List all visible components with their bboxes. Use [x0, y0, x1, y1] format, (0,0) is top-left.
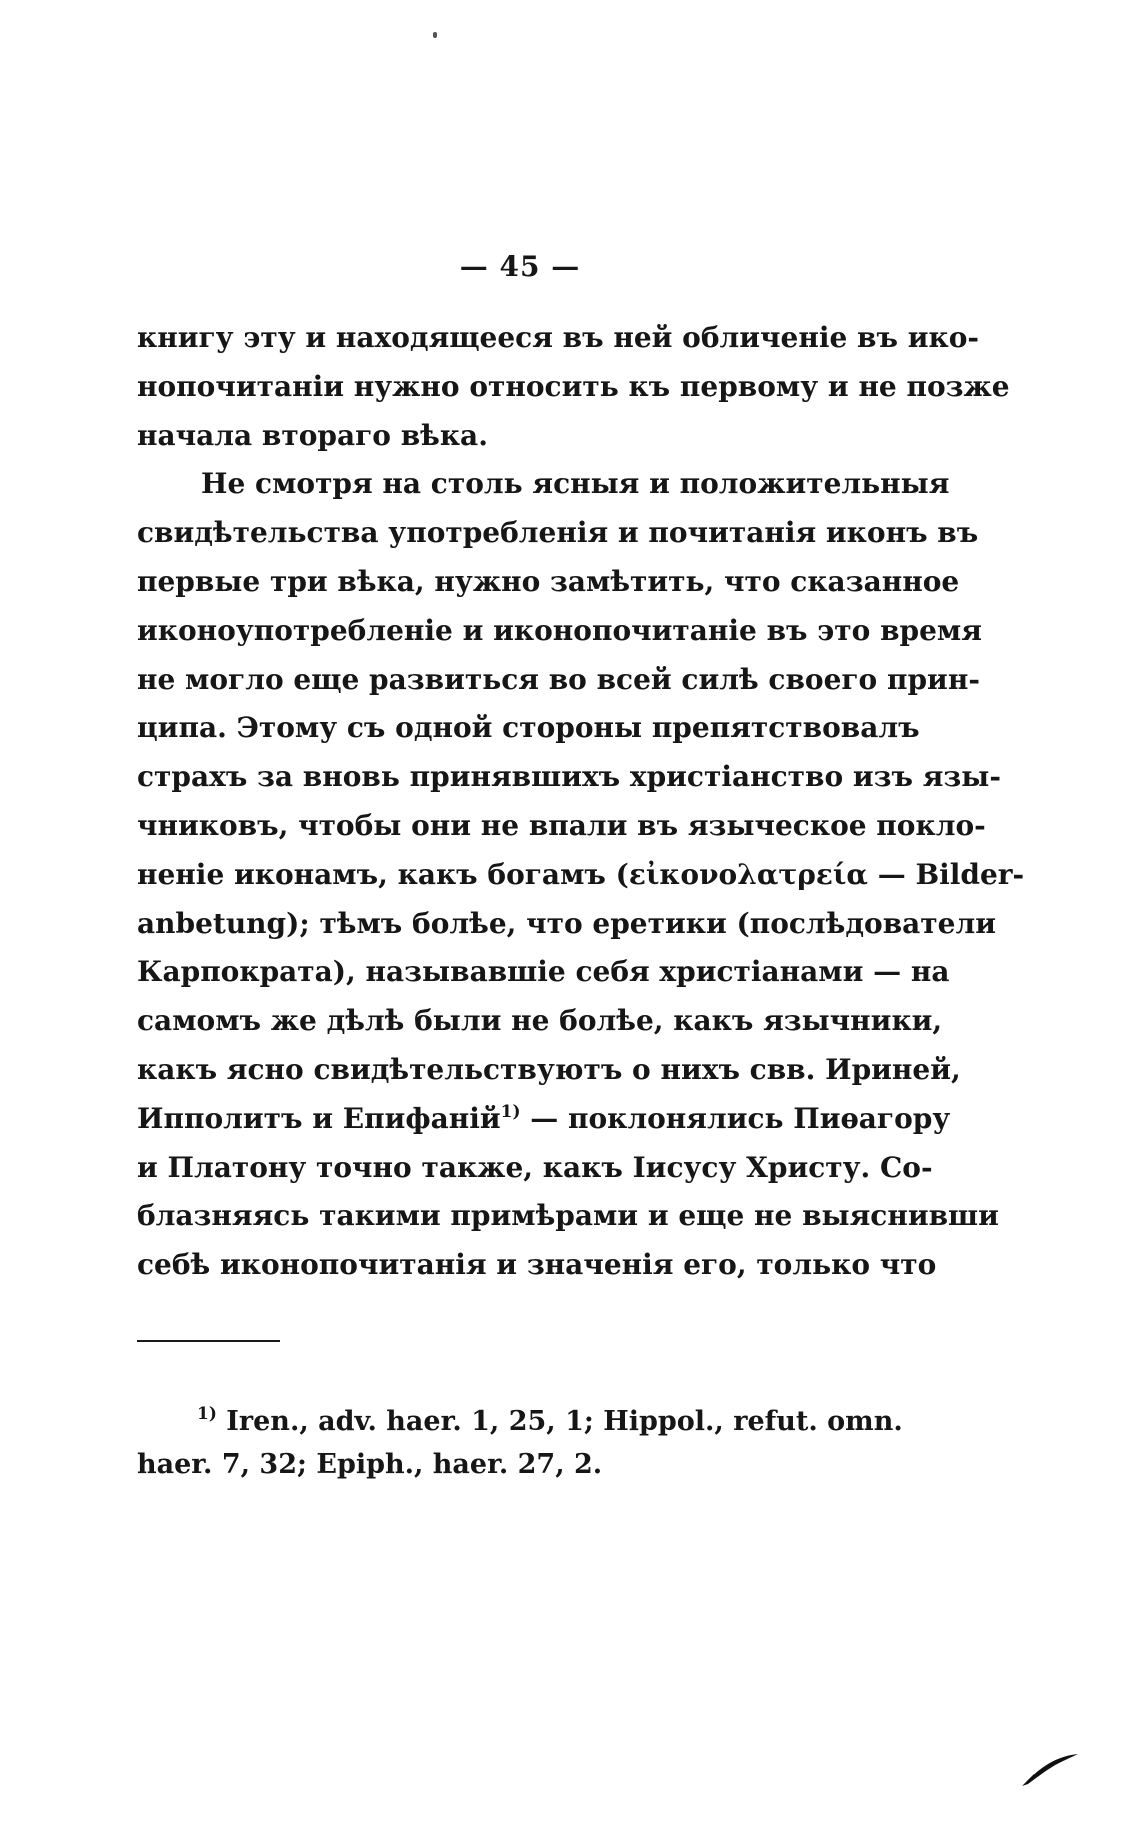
text-line: страхъ за вновь принявшихъ христiанство изъ язы-	[137, 760, 1001, 794]
text-line: нопочитанiи нужно относить къ первому и не позже	[137, 369, 1010, 403]
text-line: себѣ иконопочитанiя и значенiя его, только что	[137, 1248, 937, 1282]
text-line: книгу эту и находящееся въ ней обличенiе въ ико-	[137, 321, 979, 354]
footnotes	[137, 1400, 902, 1486]
text-line: чниковъ, чтобы они не впали въ языческое покло-	[137, 808, 986, 842]
body-text	[137, 314, 1025, 1290]
text-line: начала втораго вѣка.	[137, 418, 488, 452]
print-speck	[433, 32, 437, 38]
footnote-reference: 1)	[500, 1101, 521, 1122]
text-line-end: — поклонялись Пиѳагору	[520, 1101, 951, 1135]
text-line: и Платону точно также, какъ Iисусу Христу. Со-	[137, 1150, 933, 1184]
text-line: свидѣтельства употребленiя и почитанiя иконъ въ	[137, 516, 979, 550]
text-line: не могло еще развиться во всей силѣ своего прин-	[137, 662, 980, 696]
footnote-rule	[137, 1340, 280, 1342]
footnote-marker: 1)	[197, 1404, 217, 1424]
text-line: блазняясь такими примѣрами и еще не выяснивши	[137, 1199, 999, 1233]
footnote-line: haer. 7, 32; Epiph., haer. 27, 2.	[137, 1449, 603, 1480]
text-line: первые три вѣка, нужно замѣтить, что сказанное	[137, 564, 960, 598]
text-line-paragraph-start: Не смотря на столь ясныя и положительныя	[201, 467, 950, 501]
text-line-with-footnote-ref	[137, 1095, 951, 1144]
page-number: — 45 —	[459, 250, 581, 283]
text-line: ципа. Этому съ одной стороны препятствовалъ	[137, 711, 920, 745]
text-line: anbetung); тѣмъ болѣе, что еретики (послѣдователи	[137, 906, 996, 940]
ink-quill-mark-icon	[1020, 1752, 1080, 1788]
footnote-line	[137, 1400, 902, 1443]
footnote-text: Iren., adv. haer. 1, 25, 1; Hippol., refut. omn.	[216, 1406, 903, 1437]
text-line: ненiе иконамъ, какъ богамъ (εἰκονολατρεία — Bilder-	[137, 857, 1025, 891]
text-line: какъ ясно свидѣтельствуютъ о нихъ свв. Ириней,	[137, 1052, 961, 1086]
text-line: самомъ же дѣлѣ были не болѣе, какъ язычники,	[137, 1004, 943, 1038]
text-line-start: Ипполитъ и Епифанiй	[137, 1101, 501, 1135]
text-line: иконоупотребленiе и иконопочитанiе въ это время	[137, 613, 982, 647]
text-line: Карпократа), называвшiе себя христiанами — на	[137, 955, 950, 989]
